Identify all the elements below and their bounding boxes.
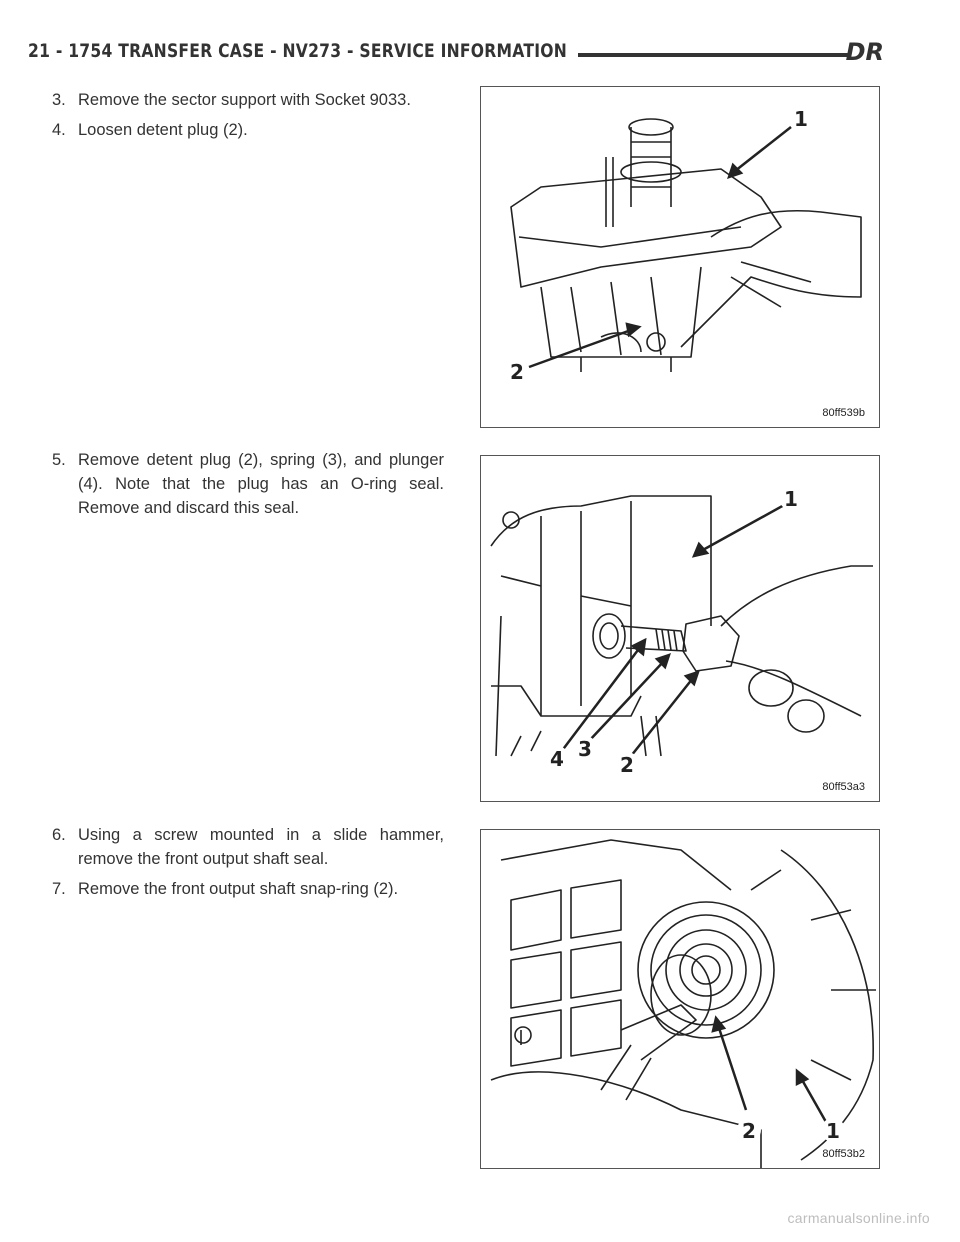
step-number: 5. <box>52 451 66 469</box>
step-text: Remove detent plug (2), spring (3), and plunger (4). Note that the plug has an O-ring seal. Remove and discard this seal. <box>78 451 444 517</box>
figure-id: 80ff539b <box>822 407 865 419</box>
figure-sector-support <box>480 86 880 428</box>
figure-detent-plug <box>480 455 880 802</box>
step-number: 6. <box>52 826 66 844</box>
step-number: 3. <box>52 91 66 109</box>
figure-illustration <box>481 830 879 1168</box>
callout-1: 1 <box>826 1119 840 1143</box>
step-5 <box>52 448 444 520</box>
callout-1: 1 <box>784 487 798 511</box>
callout-2: 2 <box>620 753 634 777</box>
callout-2: 2 <box>742 1119 756 1143</box>
header-rule <box>578 53 850 57</box>
figure-illustration <box>481 456 879 801</box>
watermark: carmanualsonline.info <box>787 1210 930 1226</box>
step-4 <box>52 118 444 142</box>
step-number: 4. <box>52 121 66 139</box>
step-text: Remove the sector support with Socket 9033. <box>78 91 411 109</box>
step-3 <box>52 88 444 112</box>
step-text: Loosen detent plug (2). <box>78 121 248 139</box>
header-brand: DR <box>845 38 884 66</box>
figure-id: 80ff53b2 <box>822 1148 865 1160</box>
figure-id: 80ff53a3 <box>822 781 865 793</box>
callout-2: 2 <box>510 360 524 384</box>
header-title: 21 - 1754 TRANSFER CASE - NV273 - SERVICE INFORMATION <box>28 40 568 62</box>
page-header <box>28 36 884 70</box>
figure-illustration <box>481 87 879 427</box>
callout-1: 1 <box>794 107 808 131</box>
step-number: 7. <box>52 880 66 898</box>
callout-4: 4 <box>550 747 564 771</box>
step-text: Using a screw mounted in a slide hammer, remove the front output shaft seal. <box>78 826 444 868</box>
figure-front-output-snapring <box>480 829 880 1169</box>
step-text: Remove the front output shaft snap-ring (2). <box>78 880 399 898</box>
callout-3: 3 <box>578 737 592 761</box>
step-6 <box>52 823 444 871</box>
step-7 <box>52 877 444 901</box>
